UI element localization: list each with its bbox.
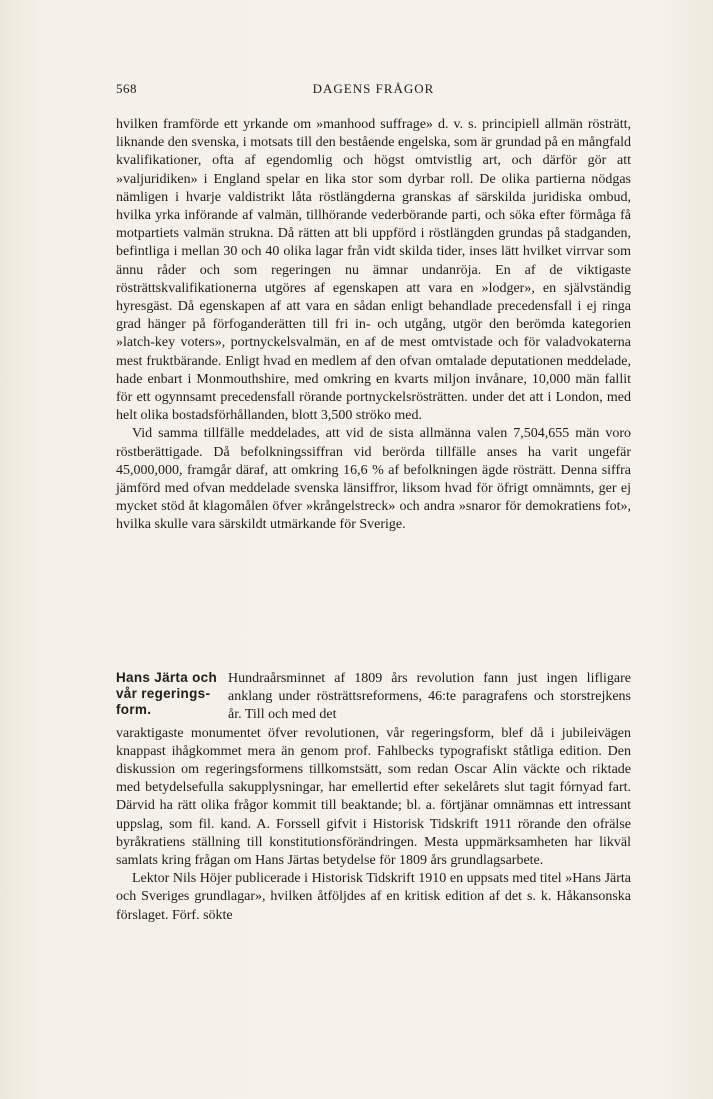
side-heading-line: vår regerings- <box>116 686 211 701</box>
paragraph-hojer: Lektor Nils Höjer publicerade i Historisk Tidskrift 1910 en uppsats med titel »Hans Järta och Sveriges grundlagar», hvilken åtföljdes af en kritisk edition af det s. k. Håkansonska förslaget. Förf. sökte <box>116 871 631 923</box>
paragraph-jarta-lead: Hundraårsminnet af 1809 års revolution fann just ingen lifligare anklang under rösträttsreformens, 46:te paragrafens och storstrejkens år. Till och med det <box>228 671 631 723</box>
side-heading <box>116 670 224 718</box>
running-title: DAGENS FRÅGOR <box>312 81 435 96</box>
page-header <box>116 81 631 101</box>
paragraph-manhood-suffrage: hvilken framförde ett yrkande om »manhood suffrage» d. v. s. principiell allmän rösträtt, liknande den svenska, i motsats till den bestående engelska, som är grundad på en mångfald kvalifikationer, ofta af egendomlig och högst omtvistlig art, och därför gör att »valjuridiken» i England spelar en lika stor som dyrbar roll. De olika partierna nödgas nämligen i hvarje valdistrikt låta röstlängderna granskas af särskilda juridiska ombud, hvilka yrka införande af valmän, tillhörande vederbörande parti, och söka efter förmåga få motpartiets valmän strukna. Då rätten att bli uppförd i röstlängden grundas på stadganden, befintliga i mellan 30 och 40 olika lagar från vidt skilda tider, inses lätt hvilket virrvar som ännu råder och som regeringen nu ämnar undanröja. En af de viktigaste rösträttskvalifikationerna utgöres af egenskapen att vara en »lodger», en självständig hyresgäst. Då egenskapen af att vara en sådan enligt behandlade precedensfall i ej ringa grad hänger på förfoganderätten till fri in- och utgång, utgör den berömda kategorien »latch-key voters», portnyckelsvalmän, en af de mest omtvistade och för valadvokaterna mest fruktbärande. Enligt hvad en medlem af den ofvan omtalade deputationen meddelade, hade enbart i Monmouthshire, med omkring en kvarts miljon invånare, 10,000 män fallit för ett ogynnsamt precedensfall rörande portnyckelsrösträtten. under det att i London, med helt olika bostadsförhållanden, blott 3,500 ströko med. <box>116 117 631 424</box>
page-number: 568 <box>116 81 137 96</box>
paragraph-voters-statistics: Vid samma tillfälle meddelades, att vid de sista allmänna valen 7,504,655 män voro röstberättigade. Då befolkningssiffran vid berörda tillfälle anses ha varit ungefär 45,000,000, framgår däraf, att omkring 16,6 % af befolkningen ägde rösträtt. Denna siffra jämförd med ofvan meddelade svenska länsiffror, liksom hvad för öfrigt omnämnts, ger ej mycket stöd åt klagomålen öfver »krångelstreck» och andra »snaror för demokratiens fot», hvilka skulle vara särskildt utmärkande för Sverige. <box>116 426 631 533</box>
side-heading-line: form. <box>116 702 152 717</box>
main-text-top <box>116 116 631 535</box>
paragraph-jarta-rest: varaktigaste monumentet öfver revolutionen, vår regeringsform, blef då i jubileivägen knappast ihågkommet mera än genom prof. Fahlbecks typografiskt ståtliga edition. Den diskussion om regeringsformens tillkomstsätt, som redan Oscar Alin väckte och riktade med betydelsefulla sakupplysningar, har emellertid efter sekelårets slut tagit fórnyad fart. Därvid ha rätt olika frågor kommit till beaktande; bl. a. förtjänar omnämnas ett intressant uppslag, som fil. kand. A. Forssell gifvit i Historisk Tidskrift 1911 rörande den ofrälse byråkratiens ställning till konstitutionsförändringen. Mesta uppmärksamheten har likväl samlats kring frågan om Hans Järtas betydelse för 1809 års grundlagsarbete. <box>116 725 631 869</box>
side-heading-line: Hans Järta och <box>116 670 217 685</box>
main-text-bottom <box>116 725 631 925</box>
